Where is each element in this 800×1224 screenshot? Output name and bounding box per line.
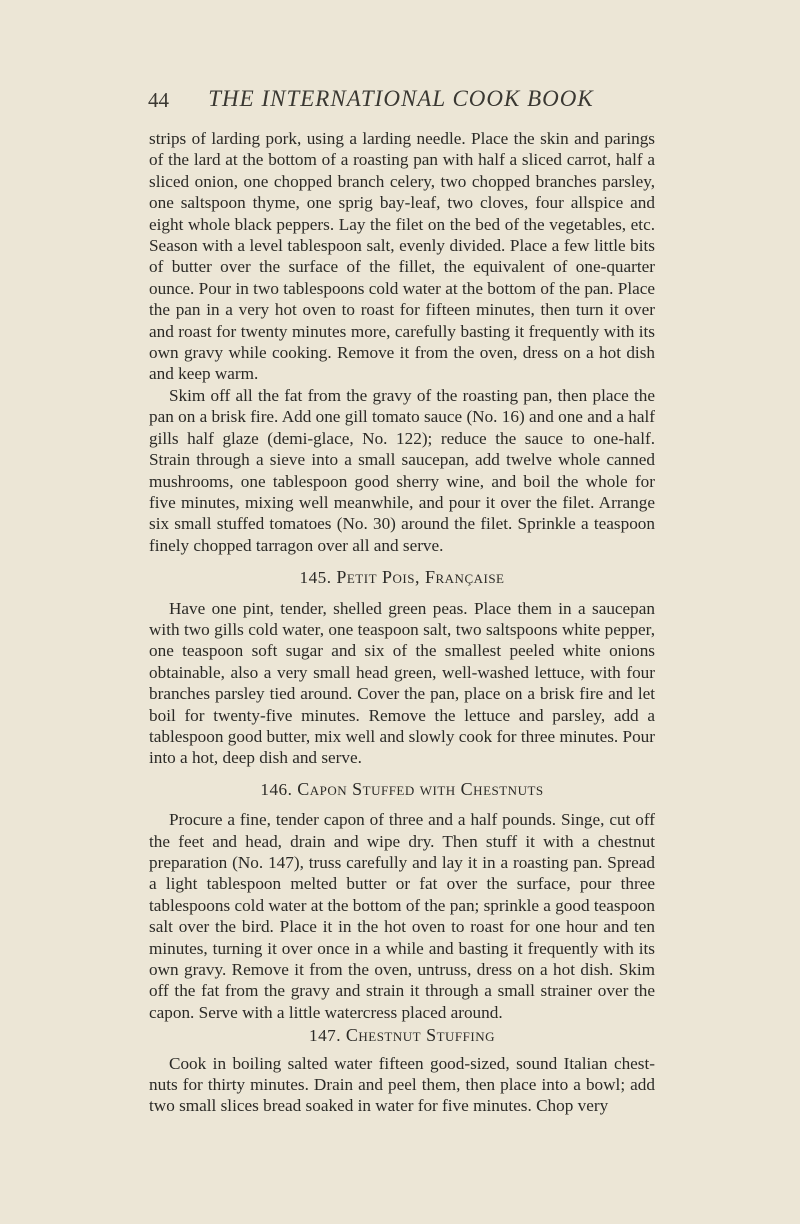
book-title: THE INTERNATIONAL COOK BOOK xyxy=(208,86,594,111)
paragraph-continued: strips of larding pork, using a larding needle. Place the skin and parings of the lard at the bottom of a roasting pan with half a sliced carrot, half a sliced onion, one chopped branch celery, two chopped branches parsley, one saltspoon thyme, one sprig bay-leaf, two cloves, four allspice and eight whole black peppers. Lay the filet on the bed of the vegetables, etc. Season with a level tablespoon salt, evenly divided. Place a few little bits of butter over the surface of the fillet, the equivalent of one-quarter ounce. Pour in two tablespoons cold water at the bottom of the pan. Place the pan in a very hot oven to roast for fifteen minutes, then turn it over and roast for twenty minutes more, carefully basting it frequently with its own gravy while cooking. Remove it from the oven, dress on a hot dish and keep warm. xyxy=(149,129,655,384)
recipe-heading-147 xyxy=(149,1025,655,1046)
running-head xyxy=(148,86,654,116)
recipe-heading-145 xyxy=(149,567,655,588)
recipe-number: 146. xyxy=(260,779,293,799)
recipe-number: 147. xyxy=(308,1026,342,1046)
recipe-heading-146 xyxy=(149,779,655,800)
recipe-text-146: Procure a fine, tender capon of three and a half pounds. Singe, cut off the feet and head, drain and wipe dry. Then stuff it with a chestnut preparation (No. 147), truss carefully and lay it in a roasting pan. Spread a light tablespoon melted butter or fat over the surface, pour three tablespoons cold water at the bottom of the pan; sprinkle a good teaspoon salt over the bird. Place it in the hot oven to roast for one hour and ten minutes, turning it over once in a while and basting it frequently with its own gravy. Remove it from the oven, untruss, dress on a hot dish. Skim off the fat from the gravy and strain it through a small strainer over the capon. Serve with a little watercress placed around. xyxy=(149,810,655,1022)
recipe-text-145: Have one pint, tender, shelled green peas. Place them in a saucepan with two gills cold water, one teaspoon salt, two saltspoons white pepper, one teaspoon soft sugar and six of the smallest peeled white onions obtainable, also a very small head green, well-washed lettuce, with four branches parsley tied around. Cover the pan, place on a brisk fire and let boil for twenty-five minutes. Remove the lettuce and parsley, add a tablespoon good butter, mix well and slowly cook for three minutes. Pour into a hot, deep dish and serve. xyxy=(149,598,655,768)
paragraph-gravy: Skim off all the fat from the gravy of the roasting pan, then place the pan on a brisk fire. Add one gill tomato sauce (No. 16) and one and a half gills half glaze (demi-glace, No. 122); reduce the sauce to one-half. Strain through a sieve into a small saucepan, add twelve whole canned mushrooms, one tablespoon good sherry wine, and boil the whole for five minutes, mixing well meanwhile, and pour it over the filet. Arrange six small stuffed tomatoes (No. 30) around the filet. Sprinkle a teaspoon finely chopped tarragon over all and serve. xyxy=(149,385,655,555)
recipe-number: 145. xyxy=(299,568,332,588)
recipe-title: Chestnut Stuffing xyxy=(345,1025,495,1046)
recipe-title: Capon Stuffed with Chestnuts xyxy=(297,778,544,799)
recipe-text-147: Cook in boiling salted water fifteen good-sized, sound Italian chestnuts for thirty minutes. Drain and peel them, then place into a bowl; add two small slices bread soaked in water for five minutes. Chop very xyxy=(149,1053,655,1116)
body-text xyxy=(149,128,655,1117)
page-number: 44 xyxy=(148,88,169,112)
recipe-title: Petit Pois, Française xyxy=(336,567,505,588)
